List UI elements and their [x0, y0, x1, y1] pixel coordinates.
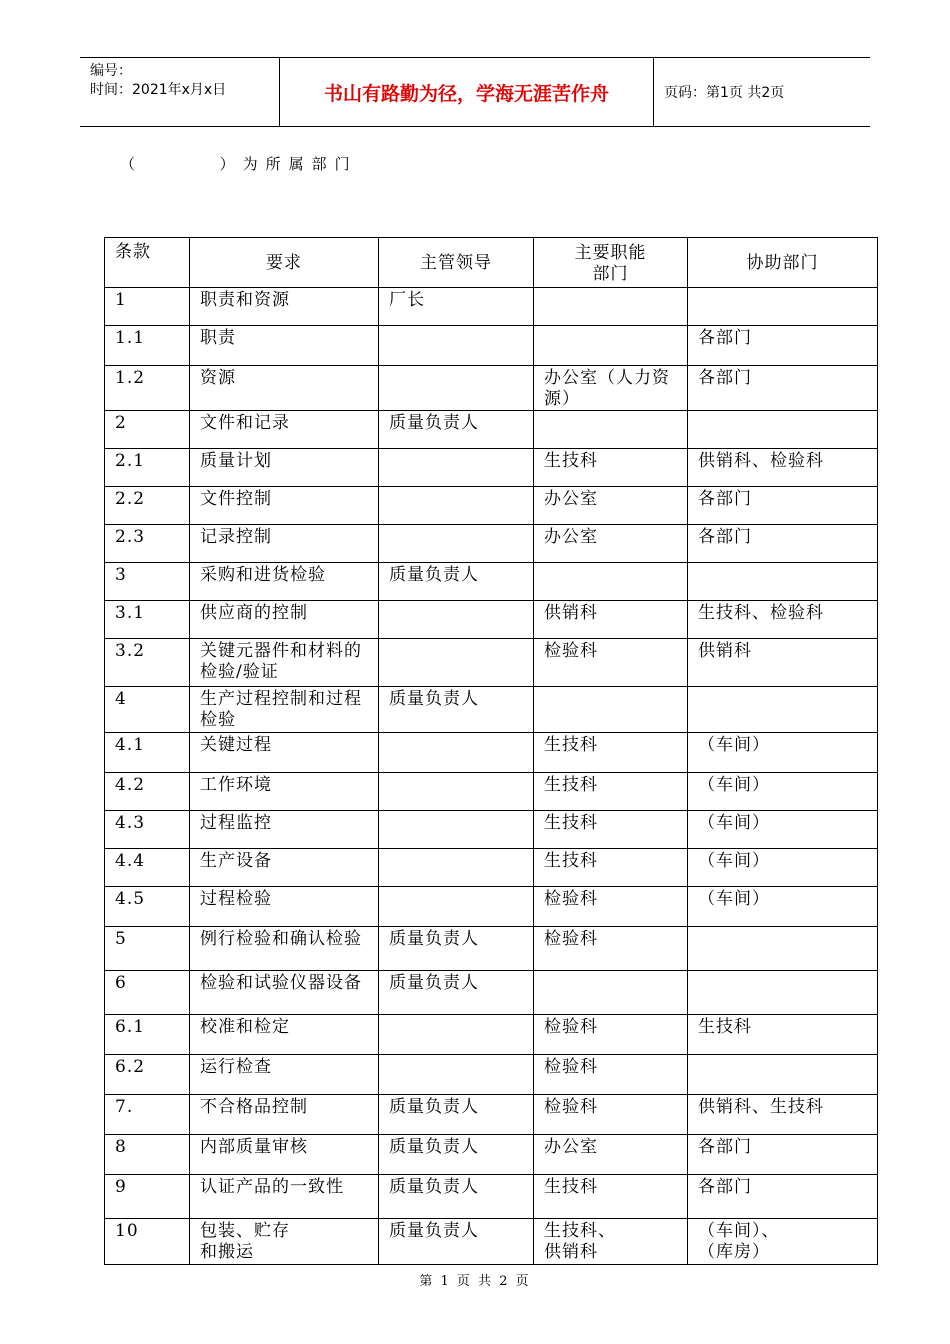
- table-row: [105, 849, 878, 887]
- table-body: [105, 288, 878, 1265]
- header-meta: [80, 58, 280, 126]
- clause-cell: 9: [105, 1175, 190, 1219]
- requirement-cell: 过程检验: [190, 887, 379, 927]
- lead-cell: [379, 525, 534, 563]
- table-row: [105, 1055, 878, 1095]
- requirement-cell: 采购和进货检验: [190, 563, 379, 601]
- requirement-cell: 关键过程: [190, 733, 379, 773]
- main-dept-cell: 生技科: [534, 733, 688, 773]
- header-motto: 书山有路勤为径，学海无涯苦作舟: [280, 58, 654, 126]
- clause-cell: 4.2: [105, 773, 190, 811]
- lead-cell: [379, 487, 534, 525]
- main-dept-cell: [534, 971, 688, 1015]
- assist-dept-cell: 各部门: [688, 1175, 878, 1219]
- assist-dept-cell: [688, 927, 878, 971]
- requirement-cell: 关键元器件和材料的检验/验证: [190, 639, 379, 687]
- assist-dept-cell: 各部门: [688, 366, 878, 411]
- table-row: [105, 326, 878, 366]
- assist-dept-cell: （车间）、 （库房）: [688, 1219, 878, 1265]
- table-row: [105, 811, 878, 849]
- table-row: [105, 1135, 878, 1175]
- clause-cell: 2.1: [105, 449, 190, 487]
- lead-cell: 质量负责人: [379, 927, 534, 971]
- assist-dept-cell: [688, 1055, 878, 1095]
- clause-cell: 5: [105, 927, 190, 971]
- page-header: [80, 57, 870, 127]
- table-row: [105, 887, 878, 927]
- main-dept-cell: 检验科: [534, 927, 688, 971]
- main-dept-cell: 生技科: [534, 449, 688, 487]
- main-dept-cell: [534, 687, 688, 733]
- clause-cell: 4: [105, 687, 190, 733]
- main-dept-cell: 生技科: [534, 773, 688, 811]
- clause-cell: 7.: [105, 1095, 190, 1135]
- requirement-cell: 供应商的控制: [190, 601, 379, 639]
- requirement-cell: 生产设备: [190, 849, 379, 887]
- clause-cell: 10: [105, 1219, 190, 1265]
- main-dept-cell: 供销科: [534, 601, 688, 639]
- assist-dept-cell: 各部门: [688, 525, 878, 563]
- requirement-cell: 职责: [190, 326, 379, 366]
- assist-dept-cell: （车间）: [688, 887, 878, 927]
- lead-cell: 质量负责人: [379, 411, 534, 449]
- requirement-cell: 职责和资源: [190, 288, 379, 326]
- main-dept-cell: 检验科: [534, 1095, 688, 1135]
- clause-cell: 1.1: [105, 326, 190, 366]
- clause-cell: 6.2: [105, 1055, 190, 1095]
- lead-cell: 质量负责人: [379, 971, 534, 1015]
- table-row: [105, 411, 878, 449]
- table-row: [105, 971, 878, 1015]
- main-dept-cell: 生技科: [534, 811, 688, 849]
- table-row: [105, 1219, 878, 1265]
- assist-dept-cell: （车间）: [688, 733, 878, 773]
- assist-dept-cell: 各部门: [688, 326, 878, 366]
- clause-cell: 4.1: [105, 733, 190, 773]
- header-cell-requirement: 要求: [190, 238, 379, 288]
- table-row: [105, 487, 878, 525]
- header-page-info: 页码：第1页 共2页: [664, 85, 785, 101]
- assist-dept-cell: （车间）: [688, 773, 878, 811]
- assist-dept-cell: 各部门: [688, 1135, 878, 1175]
- lead-cell: [379, 849, 534, 887]
- page-footer: 第 1 页 共 2 页: [419, 1274, 531, 1289]
- assist-dept-cell: 供销科、生技科: [688, 1095, 878, 1135]
- requirement-cell: 认证产品的一致性: [190, 1175, 379, 1219]
- table-header-row: [105, 238, 878, 288]
- clause-cell: 6.1: [105, 1015, 190, 1055]
- document-number-label: 编号：: [90, 63, 132, 79]
- lead-cell: 质量负责人: [379, 563, 534, 601]
- main-dept-cell: 办公室（人力资源）: [534, 366, 688, 411]
- requirement-cell: 校准和检定: [190, 1015, 379, 1055]
- main-dept-cell: 生技科: [534, 1175, 688, 1219]
- table-row: [105, 1015, 878, 1055]
- main-dept-cell: [534, 563, 688, 601]
- requirement-cell: 记录控制: [190, 525, 379, 563]
- lead-cell: [379, 733, 534, 773]
- lead-cell: [379, 1055, 534, 1095]
- table-row: [105, 927, 878, 971]
- lead-cell: [379, 811, 534, 849]
- clause-cell: 3.2: [105, 639, 190, 687]
- clause-cell: 4.3: [105, 811, 190, 849]
- lead-cell: [379, 887, 534, 927]
- table-row: [105, 687, 878, 733]
- assist-dept-cell: [688, 687, 878, 733]
- requirement-cell: 文件和记录: [190, 411, 379, 449]
- clause-cell: 3: [105, 563, 190, 601]
- main-dept-cell: 检验科: [534, 1015, 688, 1055]
- main-dept-cell: 办公室: [534, 487, 688, 525]
- clause-cell: 2: [105, 411, 190, 449]
- requirement-cell: 工作环境: [190, 773, 379, 811]
- table-row: [105, 366, 878, 411]
- requirement-cell: 生产过程控制和过程检验: [190, 687, 379, 733]
- responsibility-table: [104, 237, 878, 1265]
- table-row: [105, 601, 878, 639]
- assist-dept-cell: [688, 411, 878, 449]
- clause-cell: 1: [105, 288, 190, 326]
- assist-dept-cell: [688, 563, 878, 601]
- requirement-cell: 检验和试验仪器设备: [190, 971, 379, 1015]
- requirement-cell: 质量计划: [190, 449, 379, 487]
- lead-cell: [379, 326, 534, 366]
- assist-dept-cell: 生技科、检验科: [688, 601, 878, 639]
- document-time-label: 时间：2021年x月x日: [90, 82, 227, 98]
- table-row: [105, 1175, 878, 1219]
- header-cell-assist-dept: 协助部门: [688, 238, 878, 288]
- assist-dept-cell: [688, 971, 878, 1015]
- main-dept-cell: 检验科: [534, 1055, 688, 1095]
- table-row: [105, 639, 878, 687]
- clause-cell: 4.4: [105, 849, 190, 887]
- requirement-cell: 过程监控: [190, 811, 379, 849]
- requirement-cell: 例行检验和确认检验: [190, 927, 379, 971]
- lead-cell: 厂长: [379, 288, 534, 326]
- main-dept-cell: 检验科: [534, 639, 688, 687]
- clause-cell: 8: [105, 1135, 190, 1175]
- lead-cell: [379, 1015, 534, 1055]
- table-row: [105, 773, 878, 811]
- main-dept-cell: [534, 326, 688, 366]
- assist-dept-cell: （车间）: [688, 811, 878, 849]
- lead-cell: [379, 773, 534, 811]
- clause-cell: 3.1: [105, 601, 190, 639]
- requirement-cell: 不合格品控制: [190, 1095, 379, 1135]
- header-cell-clause: 条款: [105, 238, 190, 288]
- requirement-cell: 资源: [190, 366, 379, 411]
- department-note: （ ）为所属部门: [120, 155, 358, 173]
- header-cell-lead: 主管领导: [379, 238, 534, 288]
- lead-cell: [379, 639, 534, 687]
- lead-cell: 质量负责人: [379, 1219, 534, 1265]
- lead-cell: [379, 366, 534, 411]
- assist-dept-cell: （车间）: [688, 849, 878, 887]
- clause-cell: 6: [105, 971, 190, 1015]
- lead-cell: 质量负责人: [379, 1095, 534, 1135]
- clause-cell: 2.3: [105, 525, 190, 563]
- clause-cell: 2.2: [105, 487, 190, 525]
- lead-cell: 质量负责人: [379, 687, 534, 733]
- requirement-cell: 运行检查: [190, 1055, 379, 1095]
- assist-dept-cell: [688, 288, 878, 326]
- table-row: [105, 288, 878, 326]
- table-row: [105, 449, 878, 487]
- main-dept-cell: 检验科: [534, 887, 688, 927]
- table-row: [105, 525, 878, 563]
- main-dept-cell: [534, 411, 688, 449]
- requirement-cell: 内部质量审核: [190, 1135, 379, 1175]
- table-row: [105, 563, 878, 601]
- clause-cell: 4.5: [105, 887, 190, 927]
- main-dept-cell: 生技科、 供销科: [534, 1219, 688, 1265]
- clause-cell: 1.2: [105, 366, 190, 411]
- assist-dept-cell: 各部门: [688, 487, 878, 525]
- requirement-cell: 文件控制: [190, 487, 379, 525]
- main-dept-cell: [534, 288, 688, 326]
- lead-cell: [379, 601, 534, 639]
- table-row: [105, 733, 878, 773]
- assist-dept-cell: 供销科、检验科: [688, 449, 878, 487]
- requirement-cell: 包装、贮存 和搬运: [190, 1219, 379, 1265]
- table-row: [105, 1095, 878, 1135]
- assist-dept-cell: 供销科: [688, 639, 878, 687]
- lead-cell: 质量负责人: [379, 1135, 534, 1175]
- assist-dept-cell: 生技科: [688, 1015, 878, 1055]
- lead-cell: 质量负责人: [379, 1175, 534, 1219]
- main-dept-cell: 办公室: [534, 1135, 688, 1175]
- main-dept-cell: 办公室: [534, 525, 688, 563]
- main-dept-cell: 生技科: [534, 849, 688, 887]
- lead-cell: [379, 449, 534, 487]
- header-cell-main-dept: 主要职能 部门: [534, 238, 688, 288]
